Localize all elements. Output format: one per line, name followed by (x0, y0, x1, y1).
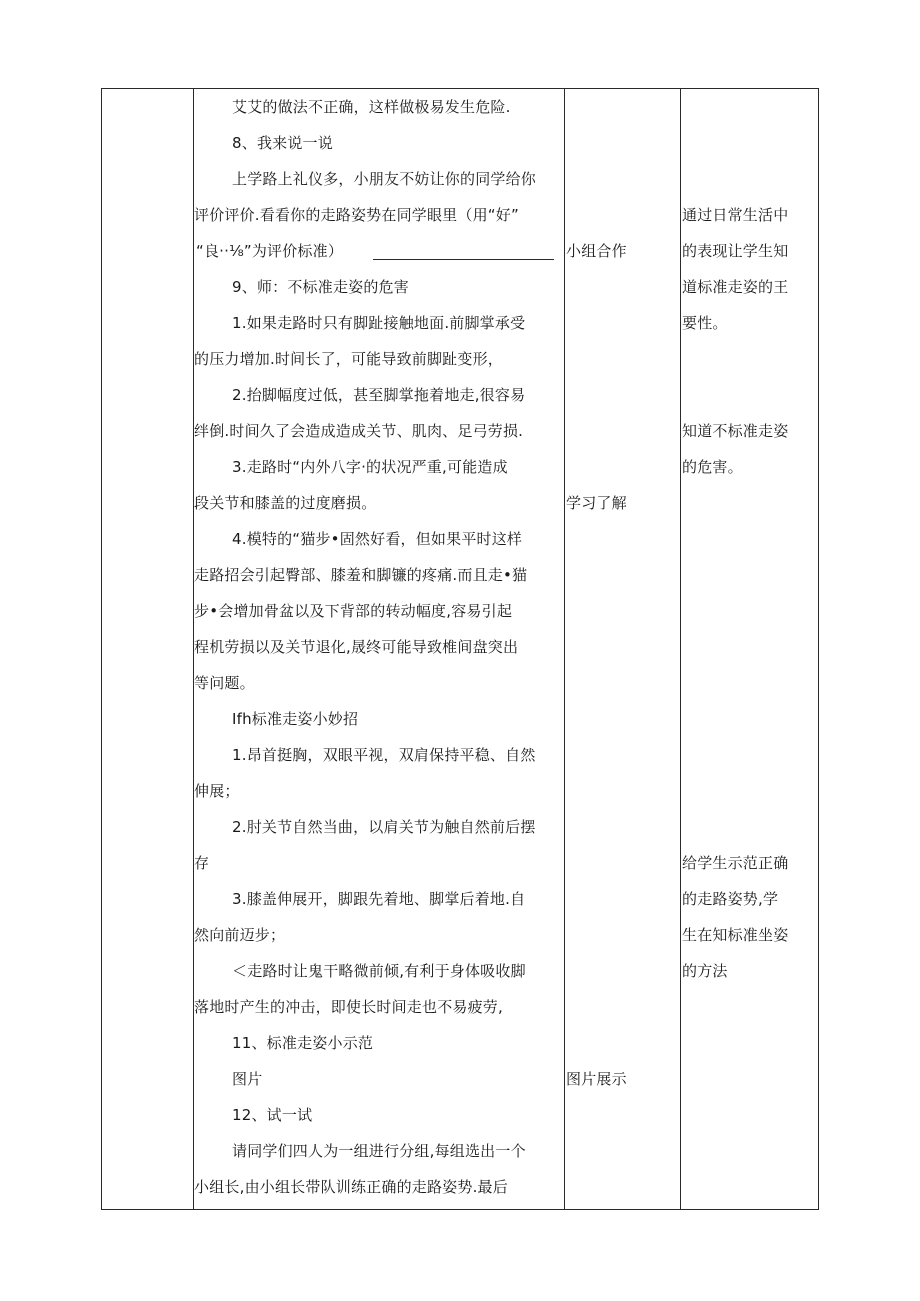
content-line: 9、师：不标准走姿的危害 (232, 278, 409, 296)
content-line: 小组长,由小组长带队训练正确的走路姿势.最后 (194, 1178, 508, 1196)
content-line: 伸展； (194, 782, 240, 800)
content-line: 2.抬脚幅度过低，甚至脚掌拖着地走,很容易 (232, 386, 526, 404)
content-line: 然向前迈步； (194, 926, 286, 944)
content-line: 走路招会引起臀部、膝羞和脚镰的疼痛.而且走•猫 (194, 566, 528, 584)
content-line: 落地时产生的冲击，即使长时间走也不易疲劳, (194, 998, 503, 1016)
purpose-line: 通过日常生活中 (682, 206, 789, 224)
content-line: 2.肘关节自然当曲，以肩关节为触自然前后摆 (232, 818, 536, 836)
content-line: 8、我来说一说 (232, 134, 333, 152)
content-line: 绊倒.时间久了会造成造成关节、肌肉、足弓劳损. (194, 422, 524, 440)
content-line: 存 (194, 854, 210, 872)
purpose-line: 知道不标准走姿 (682, 422, 789, 440)
content-line: 段关节和膝盖的过度磨损。 (194, 494, 377, 512)
content-line: 上学路上礼仪多，小朋友不妨让你的同学给你 (232, 170, 537, 188)
column-divider-3 (680, 88, 681, 1210)
content-line: 4.模特的“猫步•固然好看，但如果平时这样 (232, 530, 523, 548)
method-picture-show: 图片展示 (566, 1070, 627, 1088)
content-line: 1.昂首挺胸，双眼平视，双肩保持平稳、自然 (232, 746, 536, 764)
purpose-line: 的危害。 (682, 458, 743, 476)
content-line: 12、试一试 (232, 1106, 313, 1124)
content-line: ＜走路时让鬼干略微前倾,有利于身体吸收脚 (232, 962, 526, 980)
content-line: 程机劳损以及关节退化,晟终可能导致椎间盘突出 (194, 638, 519, 656)
content-line: 1.如果走路时只有脚趾接触地面.前脚掌承受 (232, 314, 526, 332)
content-line: 3.走路时“内外八字·的状况严重,可能造成 (232, 458, 508, 476)
purpose-line: 生在知标准坐姿 (682, 926, 789, 944)
content-line: 步•会增加骨盆以及下背部的转动幅度,容易引起 (194, 602, 513, 620)
purpose-line: 的表现让学生知 (682, 242, 789, 260)
purpose-line: 道标准走姿的王 (682, 278, 789, 296)
content-line: 11、标准走姿小示范 (232, 1034, 374, 1052)
purpose-line: 要性。 (682, 314, 728, 332)
method-study: 学习了解 (566, 494, 627, 512)
content-line: 艾艾的做法不正确，这样做极易发生危险. (232, 98, 511, 116)
content-line: “良··⅛”为评价标准） (196, 242, 344, 260)
purpose-line: 给学生示范正确 (682, 854, 789, 872)
content-line: 3.膝盖伸展开，脚跟先着地、脚掌后着地.自 (232, 890, 526, 908)
content-line: 请同学们四人为一组进行分组,每组选出一个 (232, 1142, 526, 1160)
method-group-cooperation: 小组合作 (566, 242, 627, 260)
content-line: 图片 (232, 1070, 263, 1088)
column-divider-2 (564, 88, 565, 1210)
purpose-line: 的走路姿势,学 (682, 890, 779, 908)
purpose-line: 的方法 (682, 962, 728, 980)
content-line: 等问题。 (194, 674, 255, 692)
content-line: 评价评价.看看你的走路姿势在同学眼里（用“好” (194, 206, 519, 224)
content-line: Ifh标准走姿小妙招 (232, 710, 359, 728)
answer-blank (373, 259, 554, 260)
content-line: 的压力增加.时间长了，可能导致前脚趾变形， (194, 350, 503, 368)
